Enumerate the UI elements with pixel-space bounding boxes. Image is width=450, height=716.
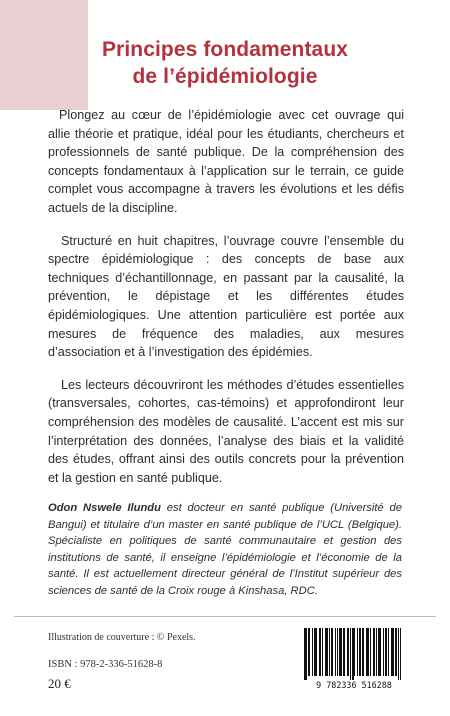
barcode-bar bbox=[314, 628, 315, 676]
barcode-bar bbox=[331, 628, 332, 676]
cover-illustration-credit: Illustration de couverture : © Pexels. bbox=[48, 632, 196, 643]
barcode-bar bbox=[366, 628, 367, 676]
barcode-bar bbox=[374, 628, 375, 676]
barcode-bar bbox=[343, 628, 344, 676]
barcode-bar bbox=[320, 628, 321, 676]
barcode-bar bbox=[400, 628, 401, 680]
barcode-bar bbox=[353, 628, 354, 680]
barcode-bar bbox=[368, 628, 369, 676]
barcode-bars bbox=[296, 626, 412, 680]
barcode-bar bbox=[357, 628, 358, 676]
barcode-bar bbox=[367, 628, 368, 676]
barcode-bar bbox=[327, 628, 328, 676]
barcode-bar bbox=[348, 628, 349, 676]
barcode-bar bbox=[388, 628, 389, 676]
barcode-bar bbox=[385, 628, 386, 676]
description-paragraph-1: Plongez au cœur de l’épidémiologie avec cet ouvrage qui allie théorie et pratique, idéal pour les étudiants, chercheurs et professionnels de santé publique. De la compréhension des concepts fondamentaux à l’application sur le terrain, ce guide complet vous accompagne à travers les évolutions et les défis actuels de la discipline. bbox=[48, 108, 404, 215]
barcode-bar bbox=[347, 628, 348, 676]
book-price: 20 € bbox=[48, 676, 71, 691]
description-paragraph-3: Les lecteurs découvriront les méthodes d’études essentielles (transversales, cohortes, cas-témoins) et approfondiront leur compréhension des modèles de causalité. L’accent est mis sur l’interprétation des données, l’analyse des biais et la validité des études, offrant ainsi des outils concrets pour la prévention et la gestion en santé publique. bbox=[48, 377, 404, 485]
barcode-bar bbox=[350, 628, 351, 680]
barcode-bar bbox=[325, 628, 326, 676]
barcode-bar bbox=[362, 628, 363, 676]
barcode-bar bbox=[393, 628, 394, 676]
barcode-bar bbox=[383, 628, 384, 676]
barcode-bar bbox=[335, 628, 336, 676]
barcode-bar bbox=[360, 628, 361, 676]
barcode-bar bbox=[354, 628, 355, 676]
barcode-bar bbox=[391, 628, 392, 676]
back-cover-description bbox=[48, 106, 404, 501]
barcode-bar bbox=[305, 628, 306, 680]
barcode-bar bbox=[312, 628, 313, 676]
barcode-bar bbox=[326, 628, 327, 676]
barcode-bar bbox=[396, 628, 397, 676]
barcode-bar bbox=[339, 628, 340, 676]
barcode-bar bbox=[329, 628, 330, 676]
barcode-bar bbox=[315, 628, 316, 676]
barcode-bar bbox=[379, 628, 380, 676]
title-line-2: de l’épidémiologie bbox=[132, 65, 318, 88]
barcode-bar bbox=[316, 628, 317, 676]
barcode-bar bbox=[319, 628, 320, 676]
barcode-digits: 9 782336 516288 bbox=[316, 680, 392, 690]
footer-divider bbox=[14, 616, 436, 617]
barcode-bar bbox=[309, 628, 310, 676]
barcode-bar bbox=[308, 628, 309, 676]
barcode-bar bbox=[344, 628, 345, 676]
barcode-bar bbox=[376, 628, 377, 676]
barcode-bar bbox=[340, 628, 341, 676]
author-name: Odon Nswele Ilundu bbox=[48, 502, 161, 514]
barcode-bar bbox=[395, 628, 396, 676]
barcode-bar bbox=[332, 628, 333, 676]
description-paragraph-2: Structuré en huit chapitres, l’ouvrage couvre l’ensemble du spectre épidémiologique : des concepts de base aux techniques d’échantillonnage, en passant par la causalité, la prévention, le dépistage et les différentes études épidémiologiques. Une attention particulière est portée aux mesures de fréquence des maladies, aux mesures d’association et à l’investigation des épidémies. bbox=[48, 233, 404, 360]
barcode-bar bbox=[322, 628, 323, 676]
barcode-bar bbox=[370, 628, 371, 676]
barcode-bar bbox=[380, 628, 381, 676]
barcode-bar bbox=[398, 628, 399, 680]
barcode-bar bbox=[378, 628, 379, 676]
isbn-barcode bbox=[296, 626, 412, 692]
author-biography bbox=[48, 500, 402, 600]
barcode-bar bbox=[304, 628, 305, 680]
title-line-1: Principes fondamentaux bbox=[101, 38, 349, 61]
barcode-bar bbox=[373, 628, 374, 676]
barcode-bar bbox=[352, 628, 353, 680]
author-bio-text: est docteur en santé publique (Université de Bangui) et titulaire d’un master en santé publique de l’UCL (Belgique). Spécialiste en politiques de santé communautaire et gestion des institutions de santé, il enseigne l’épidémiologie et l’économie de la santé. Il est actuellement directeur général de l’Institut supérieur des sciences de santé de la Croix rouge à Kinshasa, RDC. bbox=[48, 502, 402, 597]
book-title bbox=[0, 36, 450, 90]
isbn-number: ISBN : 978-2-336-51628-8 bbox=[48, 659, 163, 670]
barcode-bar bbox=[386, 628, 387, 676]
barcode-bar bbox=[359, 628, 360, 676]
barcode-bar bbox=[341, 628, 342, 676]
barcode-bar bbox=[363, 628, 364, 676]
barcode-bar bbox=[337, 628, 338, 676]
barcode-bar bbox=[306, 628, 307, 680]
barcode-bar bbox=[392, 628, 393, 676]
